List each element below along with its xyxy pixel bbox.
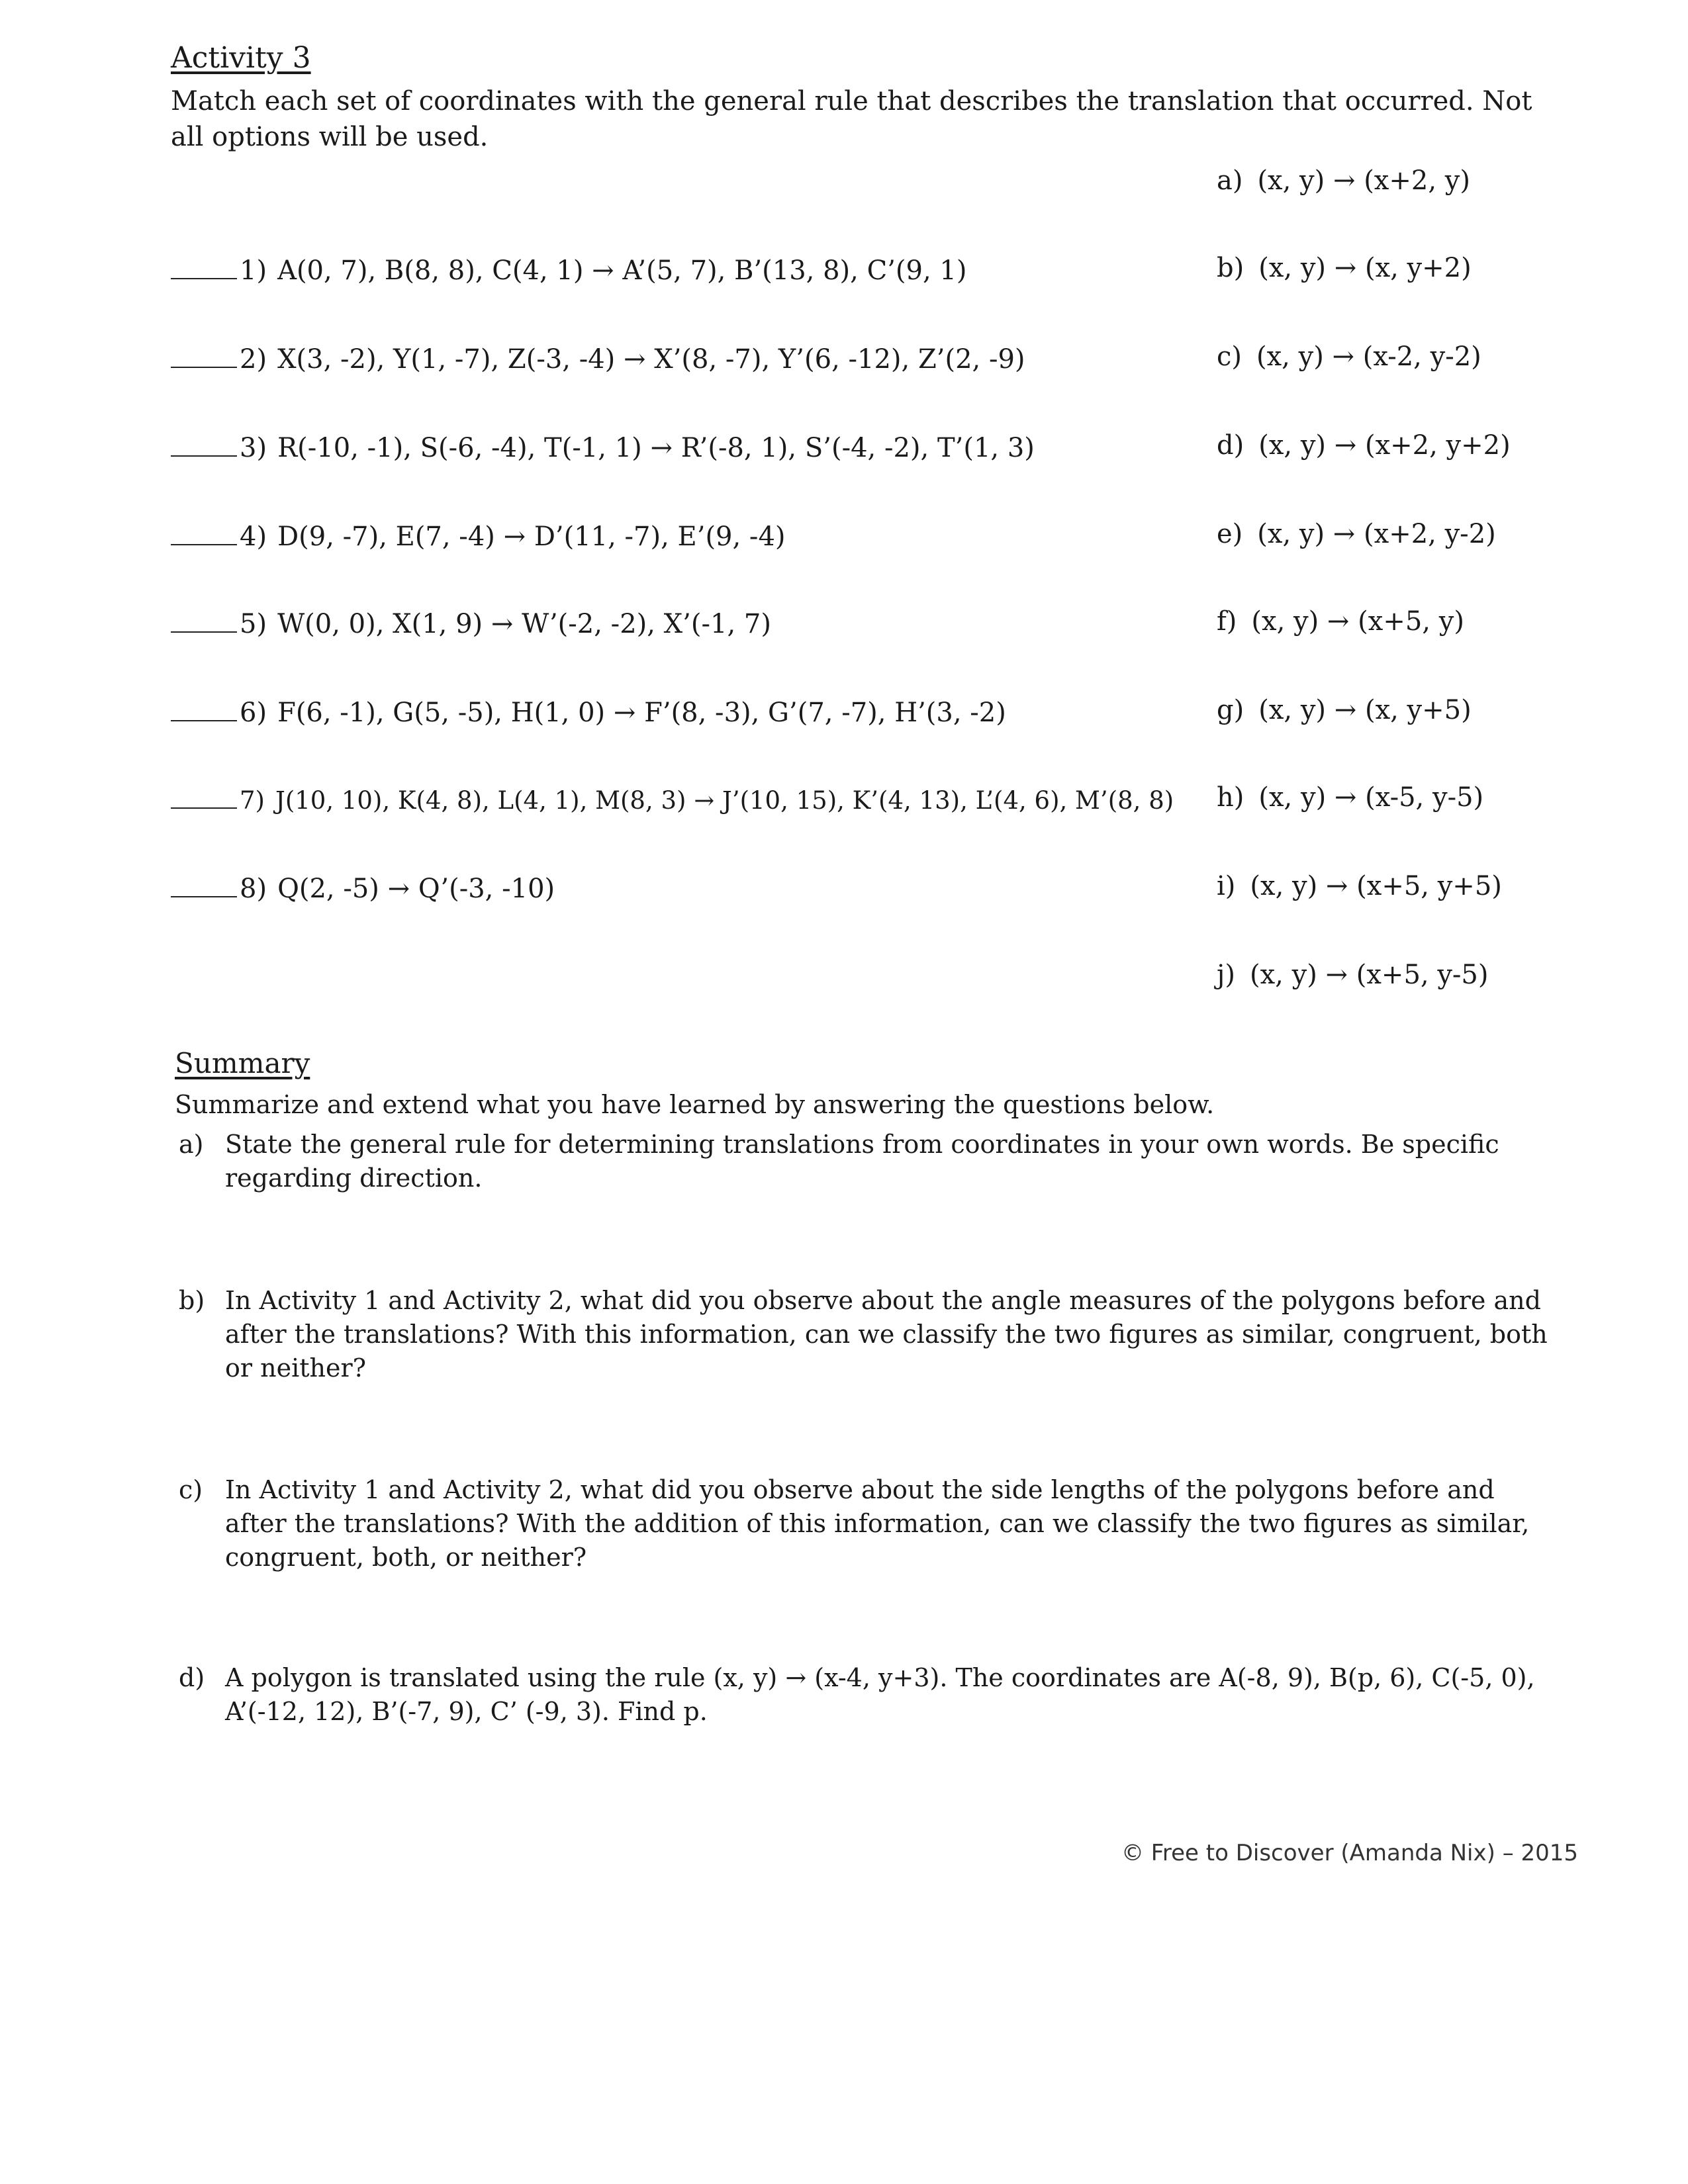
- answer-blank[interactable]: [171, 781, 237, 809]
- answer-blank[interactable]: [171, 340, 237, 368]
- option-rule: (x, y) → (x+5, y-5): [1250, 960, 1489, 990]
- answer-blank[interactable]: [171, 518, 237, 545]
- question-letter: d): [179, 1663, 205, 1692]
- question-text: F(6, -1), G(5, -5), H(1, 0) → F’(8, -3), G’(7, -7), H’(3, -2): [277, 698, 1006, 728]
- option-letter: a): [1217, 165, 1243, 196]
- option-rule: (x, y) → (x-5, y-5): [1258, 782, 1484, 813]
- option-letter: d): [1217, 430, 1244, 461]
- question-number: 2): [240, 344, 267, 375]
- option-letter: b): [1217, 253, 1244, 283]
- summary-question-c: [179, 1473, 1562, 1574]
- option-j: [1217, 960, 1488, 990]
- question-letter: c): [179, 1475, 203, 1504]
- option-f: [1217, 606, 1464, 637]
- question-number: 1): [240, 255, 267, 286]
- answer-blank[interactable]: [171, 251, 237, 279]
- summary-intro: Summarize and extend what you have learned by answering the questions below.: [175, 1090, 1215, 1119]
- match-question-2: [171, 340, 1025, 375]
- option-letter: i): [1217, 871, 1236, 901]
- option-rule: (x, y) → (x+2, y): [1257, 165, 1470, 196]
- question-text: In Activity 1 and Activity 2, what did you observe about the side lengths of the polygons before and after the translations? With the addition of this information, can we classify the two figures as similar, congruent, both, or neither?: [225, 1475, 1530, 1572]
- match-question-7: [171, 781, 1174, 815]
- option-rule: (x, y) → (x+5, y+5): [1250, 871, 1502, 901]
- summary-question-b: [179, 1284, 1562, 1385]
- question-letter: a): [179, 1130, 204, 1159]
- option-i: [1217, 871, 1502, 901]
- question-number: 5): [240, 609, 267, 639]
- summary-heading: Summary: [175, 1047, 310, 1079]
- option-letter: c): [1217, 341, 1243, 372]
- option-rule: (x, y) → (x+2, y+2): [1258, 430, 1511, 461]
- answer-blank[interactable]: [171, 605, 237, 633]
- option-c: [1217, 341, 1481, 372]
- option-rule: (x, y) → (x-2, y-2): [1256, 341, 1481, 372]
- question-text: In Activity 1 and Activity 2, what did you observe about the angle measures of the polygons before and after the translations? With this information, can we classify the two figures as similar, congruent, both or neither?: [225, 1286, 1548, 1383]
- activity-instructions: Match each set of coordinates with the general rule that describes the translation that occurred. Not all options will be used.: [171, 86, 1532, 152]
- option-letter: j): [1217, 960, 1236, 990]
- question-text: A polygon is translated using the rule (x, y) → (x-4, y+3). The coordinates are A(-8, 9), B(p, 6), C(-5, 0), A’(-12, 12), B’(-7, 9), C’ (-9, 3). Find p.: [225, 1663, 1535, 1726]
- option-letter: h): [1217, 782, 1244, 813]
- question-text: A(0, 7), B(8, 8), C(4, 1) → A’(5, 7), B’(13, 8), C’(9, 1): [277, 255, 967, 286]
- activity-heading: Activity 3: [171, 41, 311, 75]
- option-g: [1217, 695, 1472, 725]
- option-rule: (x, y) → (x+5, y): [1251, 606, 1464, 637]
- question-text: R(-10, -1), S(-6, -4), T(-1, 1) → R’(-8, 1), S’(-4, -2), T’(1, 3): [277, 433, 1035, 463]
- option-d: [1217, 430, 1511, 461]
- question-text: W(0, 0), X(1, 9) → W’(-2, -2), X’(-1, 7): [277, 609, 771, 639]
- option-h: [1217, 782, 1483, 813]
- question-number: 7): [240, 786, 265, 815]
- question-text: J(10, 10), K(4, 8), L(4, 1), M(8, 3) → J’(10, 15), K’(4, 13), L’(4, 6), M’(8, 8): [275, 786, 1174, 815]
- answer-blank[interactable]: [171, 429, 237, 457]
- summary-question-d: [179, 1661, 1562, 1729]
- match-question-1: [171, 251, 966, 286]
- question-number: 3): [240, 433, 267, 463]
- question-text: X(3, -2), Y(1, -7), Z(-3, -4) → X’(8, -7), Y’(6, -12), Z’(2, -9): [277, 344, 1025, 375]
- match-question-5: [171, 605, 771, 639]
- question-letter: b): [179, 1286, 205, 1315]
- question-number: 8): [240, 874, 267, 904]
- match-question-8: [171, 870, 555, 904]
- option-rule: (x, y) → (x, y+2): [1258, 253, 1472, 283]
- answer-blank[interactable]: [171, 870, 237, 897]
- option-letter: f): [1217, 606, 1237, 637]
- question-number: 4): [240, 522, 267, 552]
- question-number: 6): [240, 698, 267, 728]
- summary-question-a: [179, 1128, 1562, 1195]
- answer-blank[interactable]: [171, 694, 237, 721]
- option-rule: (x, y) → (x, y+5): [1258, 695, 1472, 725]
- question-text: Q(2, -5) → Q’(-3, -10): [277, 874, 555, 904]
- question-text: D(9, -7), E(7, -4) → D’(11, -7), E’(9, -4): [277, 522, 786, 552]
- question-text: State the general rule for determining translations from coordinates in your own words. Be specific regarding direction.: [225, 1130, 1499, 1193]
- match-question-3: [171, 429, 1035, 463]
- match-question-6: [171, 694, 1006, 728]
- option-letter: e): [1217, 519, 1243, 549]
- option-b: [1217, 253, 1472, 283]
- match-question-4: [171, 518, 786, 552]
- option-letter: g): [1217, 695, 1244, 725]
- option-a: [1217, 165, 1470, 196]
- copyright-footer: © Free to Discover (Amanda Nix) – 2015: [1121, 1840, 1579, 1866]
- option-e: [1217, 519, 1496, 549]
- option-rule: (x, y) → (x+2, y-2): [1257, 519, 1496, 549]
